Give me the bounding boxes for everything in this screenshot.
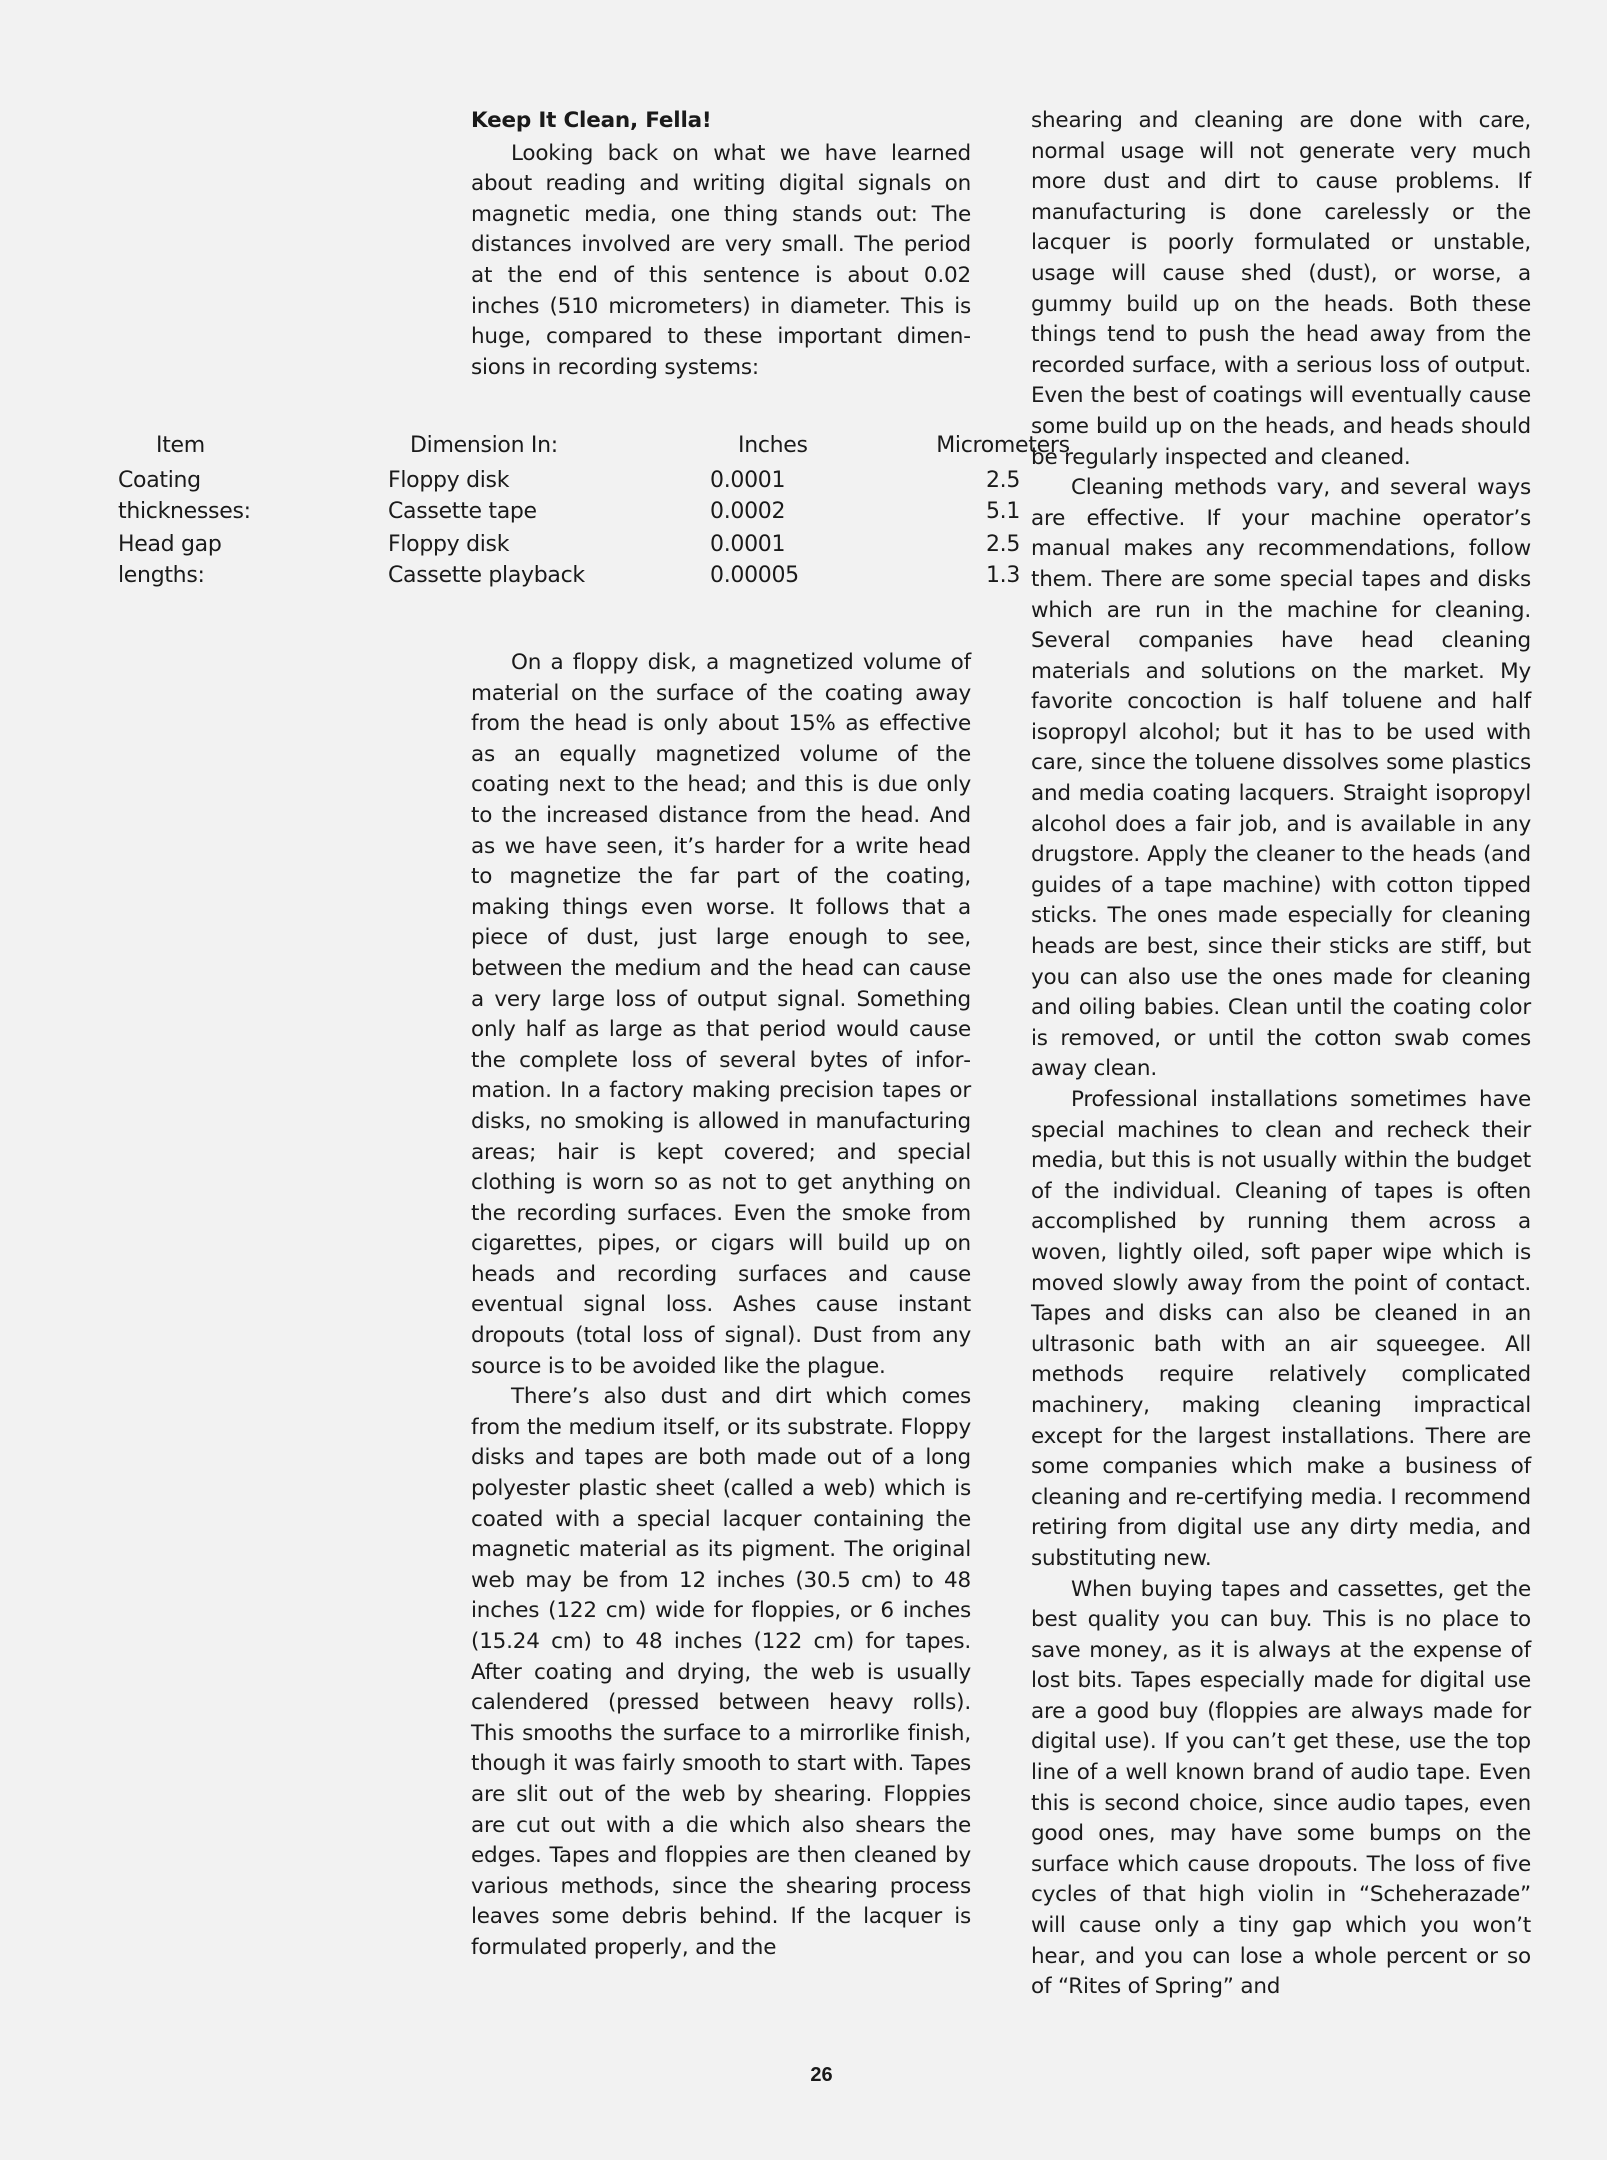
table-row [118, 496, 1078, 527]
table-header-row [118, 430, 1078, 465]
micrometers-cell: 2.5 [985, 468, 1021, 493]
table-row [118, 465, 1078, 496]
dimension-cell: Cassette tape [388, 499, 537, 524]
body-paragraph: When buying tapes and cassettes, get the best quality you can buy. This is no place to save money, as it is always at the expense of lost bits. Tapes especially made for digital use are a good buy (floppies are always made for digital use). If you can’t get these, use the top line of a well known brand of audio tape. Even this is second choice, since audio tapes, even good ones, may have some bumps on the surface which cause dropouts. The loss of five cycles of that high violin in “Scheherazade” will cause only a tiny gap which you won’t hear, and you can lose a whole percent or so of “Rites of Spring” and [1031, 1576, 1531, 2000]
dimension-cell: Floppy disk [388, 468, 510, 493]
dimension-cell: Cassette playback [388, 563, 585, 588]
section-heading: Keep It Clean, Fella! [471, 108, 712, 133]
table-row [118, 560, 1078, 591]
inches-cell: 0.0001 [710, 468, 786, 493]
intro-paragraph: Looking back on what we have learned about reading and writing digital signals on magnetic media, one thing stands out: The distances involved are very small. The period at the end of this sentence is about 0.02 inches (510 micrometers) in diameter. This is huge, compared to these important dimensions in recording systems: [471, 140, 971, 380]
item-label: Head gap [118, 532, 222, 557]
table-row [118, 527, 1078, 560]
item-label: Coating [118, 468, 201, 493]
item-label: lengths: [118, 563, 205, 588]
micrometers-cell: 5.1 [985, 499, 1021, 524]
middle-column-body [471, 648, 971, 1964]
inches-cell: 0.00005 [710, 563, 799, 588]
item-label: thicknesses: [118, 499, 251, 524]
header-item: Item [156, 433, 205, 458]
inches-cell: 0.0002 [710, 499, 786, 524]
header-dimension-in: Dimension In: [410, 433, 558, 458]
body-paragraph: Cleaning methods vary, and several ways are effective. If your machine operator’s manual makes any recommendations, follow them. There are some special tapes and disks which are run in the machine for cleaning. Several companies have head cleaning materials and solutions on the market. My favorite concoction is half toluene and half isopropyl alcohol; but it has to be used with care, since the toluene dissolves some plastics and media coating lacquers. Straight isopropyl alcohol does a fair job, and is available in any drugstore. Apply the cleaner to the heads (and guides of a tape machine) with cotton tipped sticks. The ones made especially for cleaning heads are best, since their sticks are stiff, but you can also use the ones made for cleaning and oiling babies. Clean until the coating color is removed, or until the cotton swab comes away clean. [1031, 475, 1531, 1082]
body-paragraph: shearing and cleaning are done with care, normal usage will not generate very much more dust and dirt to cause problems. If manufacturing is done carelessly or the lacquer is poorly formulated or unstable, usage will cause shed (dust), or worse, a gummy build up on the heads. Both these things tend to push the head away from the recorded surface, with a serious loss of output. Even the best of coatings will eventually cause some build up on the heads, and heads should be regularly inspected and cleaned. [1031, 108, 1531, 470]
right-column-body [1031, 106, 1531, 2003]
page-number: 26 [810, 2064, 833, 2086]
dimension-cell: Floppy disk [388, 532, 510, 557]
header-inches: Inches [738, 433, 808, 458]
dimensions-table [118, 430, 1078, 591]
body-paragraph: Professional installations sometimes have special machines to clean and recheck their media, but this is not usually within the budget of the individual. Cleaning of tapes is often accomplished by running them across a woven, lightly oiled, soft paper wipe which is moved slowly away from the point of contact. Tapes and disks can also be cleaned in an ultrasonic bath with an air squeegee. All methods require relatively complicated machinery, making cleaning impractical except for the largest installations. There are some companies which make a business of cleaning and re-certifying media. I recommend retiring from digital use any dirty media, and substituting new. [1031, 1087, 1531, 1571]
header-micrometers: Micrometers [936, 433, 1070, 458]
micrometers-cell: 2.5 [985, 532, 1021, 557]
inches-cell: 0.0001 [710, 532, 786, 557]
body-paragraph: On a floppy disk, a magnetized volume of material on the surface of the coating away from the head is only about 15% as effective as an equally magnetized volume of the coating next to the head; and this is due only to the increased distance from the head. And as we have seen, it’s harder for a write head to magnetize the far part of the coating, making things even worse. It follows that a piece of dust, just large enough to see, between the medium and the head can cause a very large loss of output signal. Something only half as large as that period would cause the complete loss of several bytes of information. In a factory making precision tapes or disks, no smoking is allowed in manufacturing areas; hair is kept covered; and special clothing is worn so as not to get anything on the recording surfaces. Even the smoke from cigarettes, pipes, or cigars will build up on heads and recording surfaces and cause eventual signal loss. Ashes cause instant dropouts (total loss of signal). Dust from any source is to be avoided like the plague. [471, 650, 971, 1379]
body-paragraph: There’s also dust and dirt which comes from the medium itself, or its substrate. Floppy disks and tapes are both made out of a long polyester plastic sheet (called a web) which is coated with a special lacquer containing the magnetic material as its pigment. The original web may be from 12 inches (30.5 cm) to 48 inches (122 cm) wide for floppies, or 6 inches (15.24 cm) to 48 inches (122 cm) for tapes. After coating and drying, the web is usually calendered (pressed between heavy rolls). This smooths the surface to a mirrorlike finish, though it was fairly smooth to start with. Tapes are slit out of the web by shearing. Floppies are cut out with a die which also shears the edges. Tapes and floppies are then cleaned by various methods, since the shearing process leaves some debris behind. If the lacquer is formulated properly, and the [471, 1384, 971, 1960]
section-intro [471, 106, 971, 383]
micrometers-cell: 1.3 [985, 563, 1021, 588]
